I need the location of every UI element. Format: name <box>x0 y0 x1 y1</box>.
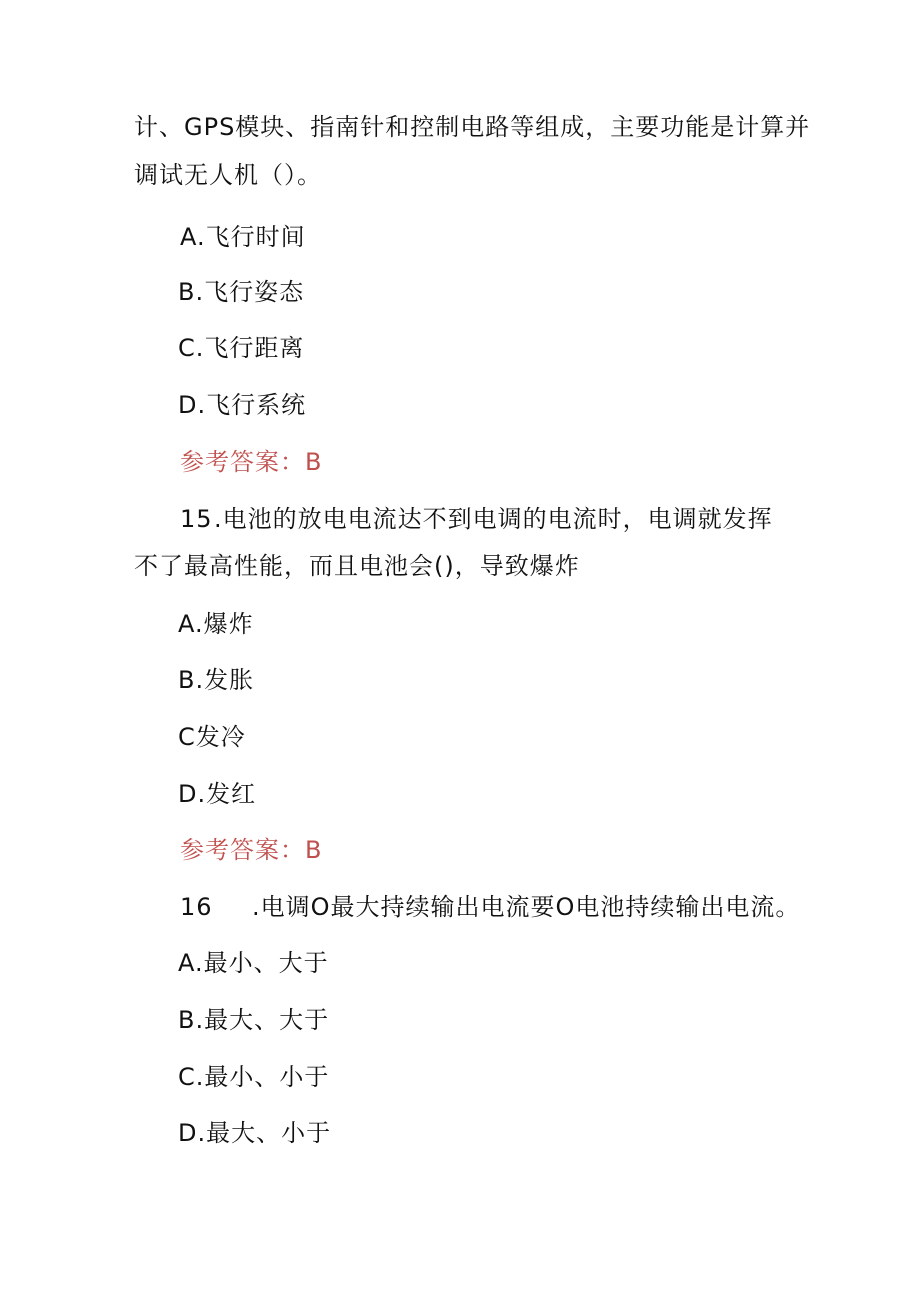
question-15-option-c: C发冷 <box>178 723 246 751</box>
question-15-number: 15 <box>180 505 213 533</box>
question-15-option-d: D.发红 <box>178 780 257 808</box>
question-16-stem: .电调O最大持续输出电流要O电池持续输出电流。 <box>252 893 801 921</box>
question-14-stem-line-2: 调试无人机（）。 <box>134 161 322 189</box>
question-16-option-d: D.最大、小于 <box>178 1119 332 1147</box>
question-14-stem-line-1: 计、GPS模块、指南针和控制电路等组成，主要功能是计算并 <box>134 113 811 141</box>
question-15-option-b: B.发胀 <box>178 666 255 694</box>
question-14-option-b: B.飞行姿态 <box>178 278 305 306</box>
question-14-option-c: C.飞行距离 <box>178 334 305 362</box>
question-14-answer: 参考答案：B <box>180 448 323 476</box>
question-16-option-b: B.最大、大于 <box>178 1006 330 1034</box>
question-14-option-a: A.飞行时间 <box>180 223 306 251</box>
question-15-stem-line-2: 不了最高性能，而且电池会()，导致爆炸 <box>134 552 580 580</box>
question-15-stem-line-1: .电池的放电电流达不到电调的电流时，电调就发挥 <box>214 505 773 533</box>
question-15-answer: 参考答案：B <box>180 836 323 864</box>
question-16-option-a: A.最小、大于 <box>178 949 329 977</box>
question-16-number: 16 <box>180 893 213 921</box>
question-15-option-a: A.爆炸 <box>178 610 254 638</box>
question-14-option-d: D.飞行系统 <box>178 391 307 419</box>
question-16-option-c: C.最小、小于 <box>178 1063 330 1091</box>
